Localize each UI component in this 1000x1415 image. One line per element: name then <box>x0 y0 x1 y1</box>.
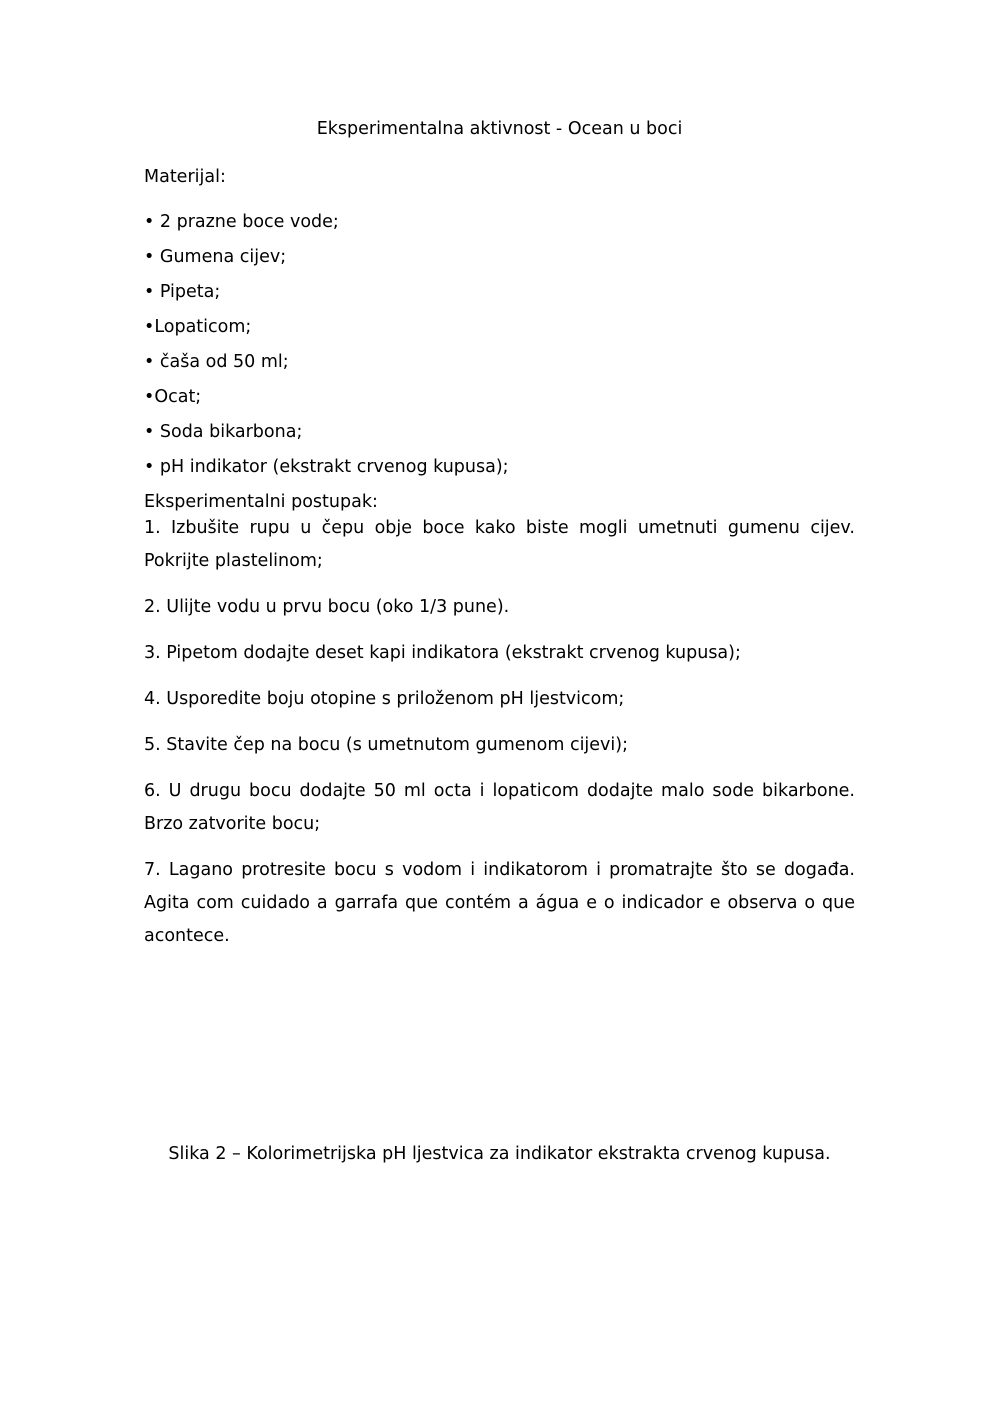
material-item: • Pipeta; <box>144 282 221 302</box>
material-item: • 2 prazne boce vode; <box>144 212 339 232</box>
procedure-step-7: 7. Lagano protresite bocu s vodom i indikatorom i promatrajte što se događa. Agita com cuidado a garrafa que contém a água e o indicador e observa o que acontece. <box>144 860 855 946</box>
procedure-step-4: 4. Usporedite boju otopine s priloženom pH ljestvicom; <box>144 689 625 709</box>
procedure-step-1: 1. Izbušite rupu u čepu obje boce kako biste mogli umetnuti gumenu cijev. Pokrijte plastelinom; <box>144 518 855 571</box>
procedure-step-2: 2. Ulijte vodu u prvu bocu (oko 1/3 pune). <box>144 597 510 617</box>
material-item: • pH indikator (ekstrakt crvenog kupusa); <box>144 457 509 477</box>
figure-caption: Slika 2 – Kolorimetrijska pH ljestvica za indikator ekstrakta crvenog kupusa. <box>168 1144 831 1164</box>
materials-list <box>144 213 855 477</box>
material-item: •Lopaticom; <box>144 317 252 337</box>
procedure-step-5: 5. Stavite čep na bocu (s umetnutom gumenom cijevi); <box>144 735 629 755</box>
procedure-step-6: 6. U drugu bocu dodajte 50 ml octa i lopaticom dodajte malo sode bikarbone. Brzo zatvorite bocu; <box>144 781 855 834</box>
material-item: • čaša od 50 ml; <box>144 352 289 372</box>
material-item: • Gumena cijev; <box>144 247 287 267</box>
materials-heading: Materijal: <box>144 167 226 187</box>
procedure-step-3: 3. Pipetom dodajte deset kapi indikatora (ekstrakt crvenog kupusa); <box>144 643 741 663</box>
document-title: Eksperimentalna aktivnost - Ocean u boci <box>316 119 683 139</box>
procedure-heading: Eksperimentalni postupak: <box>144 492 378 512</box>
material-item: • Soda bikarbona; <box>144 422 303 442</box>
material-item: •Ocat; <box>144 387 202 407</box>
